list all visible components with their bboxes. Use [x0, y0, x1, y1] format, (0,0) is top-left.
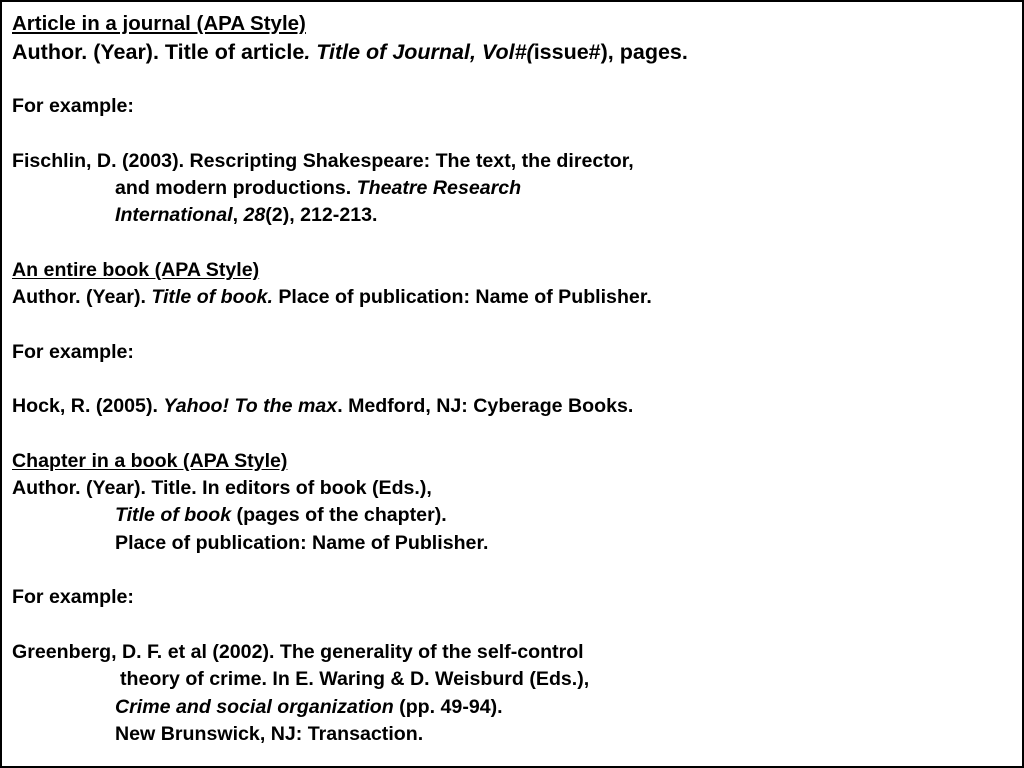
book-format-part2: Place of publication: Name of Publisher.	[272, 286, 652, 309]
journal-example-line-3-text2: (2), 212-213.	[265, 204, 378, 227]
spacer	[12, 612, 1012, 639]
chapter-example-line-3-text: (pp. 49-94).	[393, 695, 503, 718]
journal-example-line-3-text1: ,	[232, 204, 244, 227]
chapter-example-line-3-italic: Crime and social organization	[115, 695, 394, 718]
spacer	[12, 120, 1012, 147]
journal-format-part2: .	[304, 40, 317, 64]
spacer	[12, 229, 1012, 256]
book-example	[12, 393, 1012, 420]
journal-example-line-2-italic: Theatre Research	[356, 176, 522, 199]
journal-example-line-2	[12, 175, 1012, 202]
journal-example-label: For example:	[12, 95, 134, 117]
chapter-heading	[12, 448, 1012, 475]
journal-example-line-2-text: and modern productions.	[115, 176, 357, 199]
journal-heading	[12, 11, 1012, 37]
chapter-example-line-1: Greenberg, D. F. et al (2002). The generality of the self-control	[12, 640, 584, 663]
book-example-italic: Yahoo! To the max	[163, 395, 338, 418]
citation-guide	[12, 11, 1012, 748]
spacer	[12, 557, 1012, 584]
journal-format-part3: issue#), pages.	[533, 40, 688, 64]
chapter-format-line-2	[12, 502, 1012, 529]
chapter-format-line-1: Author. (Year). Title. In editors of book (Eds.),	[12, 477, 432, 500]
spacer	[12, 366, 1012, 393]
journal-format	[12, 37, 1012, 67]
chapter-heading-text: Chapter in a book (APA Style)	[12, 449, 288, 472]
chapter-example-line-4: New Brunswick, NJ: Transaction.	[115, 722, 424, 745]
spacer	[12, 67, 1012, 93]
book-format	[12, 284, 1012, 311]
journal-example-line-3-italic: International	[115, 204, 233, 227]
book-example-part1: Hock, R. (2005).	[12, 395, 164, 418]
chapter-format-line-2-text: (pages of the chapter).	[231, 504, 447, 527]
spacer	[12, 421, 1012, 448]
spacer	[12, 311, 1012, 338]
book-heading-text: An entire book (APA Style)	[12, 258, 260, 281]
chapter-example-label: For example:	[12, 586, 134, 609]
chapter-example-line-3	[12, 694, 1012, 721]
book-example-label: For example:	[12, 340, 134, 363]
chapter-format-line-3: Place of publication: Name of Publisher.	[115, 531, 489, 554]
journal-format-part1: Author. (Year). Title of article	[12, 40, 305, 64]
journal-example-line-3-italic2: 28	[243, 204, 266, 227]
journal-example-line-1: Fischlin, D. (2003). Rescripting Shakespeare: The text, the director,	[12, 149, 634, 172]
book-format-part1: Author. (Year).	[12, 286, 152, 309]
book-example-part2: . Medford, NJ: Cyberage Books.	[337, 395, 634, 418]
journal-format-italic: Title of Journal, Vol#(	[316, 40, 534, 64]
chapter-format-line-2-italic: Title of book	[115, 504, 232, 527]
book-heading	[12, 257, 1012, 284]
journal-heading-text: Article in a journal (APA Style)	[12, 12, 306, 35]
book-format-italic: Title of book.	[151, 286, 273, 309]
journal-example-line-3	[12, 202, 1012, 229]
chapter-example-line-2: theory of crime. In E. Waring & D. Weisburd (Eds.),	[120, 668, 590, 691]
